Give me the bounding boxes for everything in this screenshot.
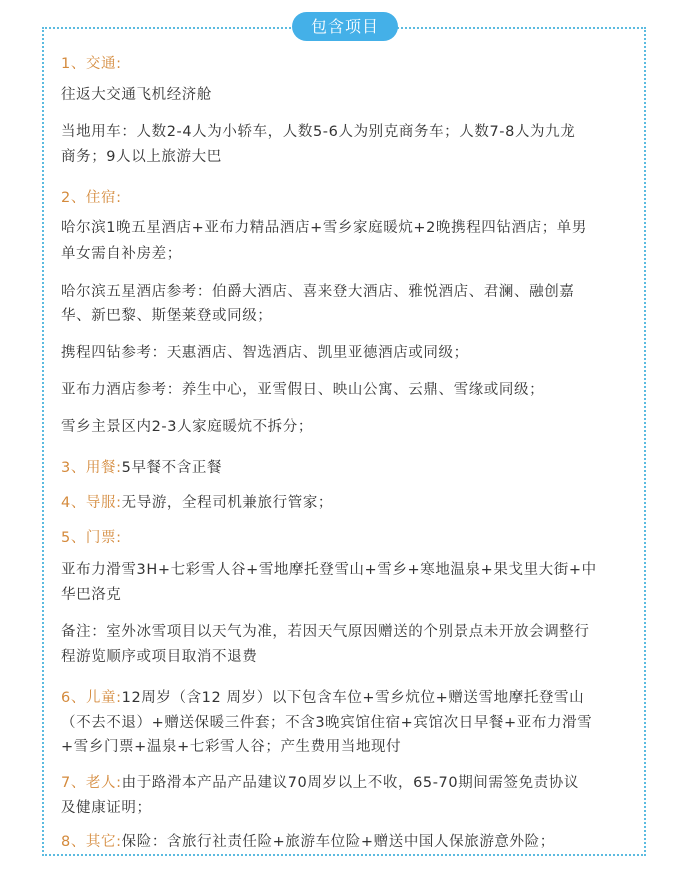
text-line bbox=[61, 583, 631, 608]
text-line bbox=[61, 341, 631, 366]
text-line bbox=[61, 456, 631, 481]
text-line bbox=[61, 304, 631, 329]
text-line bbox=[61, 686, 631, 711]
section-label: 4、导服: bbox=[61, 495, 122, 511]
line-text: （不去不退）+赠送保暖三件套；不含3晚宾馆住宿+宾馆次日早餐+亚布力滑雪 bbox=[61, 715, 593, 731]
line-text: 华巴洛克 bbox=[61, 587, 122, 603]
text-line bbox=[61, 558, 631, 583]
text-line bbox=[61, 145, 631, 170]
line-text: 华、新巴黎、斯堡莱登或同级； bbox=[61, 308, 273, 324]
text-line bbox=[61, 796, 631, 821]
line-text: 携程四钻参考：天惠酒店、智选酒店、凯里亚德酒店或同级； bbox=[61, 345, 469, 361]
line-text: 无导游，全程司机兼旅行管家； bbox=[121, 495, 334, 511]
line-text: 当地用车：人数2-4人为小轿车，人数5-6人为别克商务车；人数7-8人为九龙 bbox=[61, 124, 576, 140]
text-line bbox=[61, 120, 631, 145]
text-line bbox=[61, 83, 631, 108]
line-text: 12周岁（含12 周岁）以下包含车位+雪乡炕位+赠送雪地摩托登雪山 bbox=[121, 690, 585, 706]
text-line bbox=[61, 526, 631, 551]
text-line bbox=[61, 711, 631, 736]
section-badge: 包含项目 bbox=[292, 12, 398, 41]
line-text: 往返大交通飞机经济舱 bbox=[61, 87, 212, 103]
line-text: 备注：室外冰雪项目以天气为准，若因天气原因赠送的个别景点未开放会调整行 bbox=[61, 624, 590, 640]
text-line bbox=[61, 735, 631, 760]
text-line bbox=[61, 645, 631, 670]
text-line bbox=[61, 52, 631, 77]
line-text: 程游览顺序或项目取消不退费 bbox=[61, 649, 258, 665]
line-text: +雪乡门票+温泉+七彩雪人谷；产生费用当地现付 bbox=[61, 739, 402, 755]
section-label: 6、儿童: bbox=[61, 690, 122, 706]
text-line bbox=[61, 771, 631, 796]
section-label: 3、用餐: bbox=[61, 460, 122, 476]
text-line bbox=[61, 491, 631, 516]
line-text: 及健康证明； bbox=[61, 800, 152, 816]
section-label: 1、交通: bbox=[61, 56, 122, 72]
text-line bbox=[61, 186, 631, 211]
text-line bbox=[61, 378, 631, 403]
line-text: 雪乡主景区内2-3人家庭暖炕不拆分； bbox=[61, 419, 313, 435]
text-line bbox=[61, 280, 631, 305]
text-line bbox=[61, 620, 631, 645]
line-text: 由于路滑本产品产品建议70周岁以上不收，65-70期间需签免责协议 bbox=[121, 775, 580, 791]
text-line bbox=[61, 242, 631, 267]
line-text: 商务；9人以上旅游大巴 bbox=[61, 149, 222, 165]
text-line bbox=[61, 216, 631, 241]
line-text: 保险：含旅行社责任险+旅游车位险+赠送中国人保旅游意外险； bbox=[121, 834, 555, 850]
line-text: 亚布力滑雪3H+七彩雪人谷+雪地摩托登雪山+雪乡+寒地温泉+果戈里大街+中 bbox=[61, 562, 597, 578]
section-label: 7、老人: bbox=[61, 775, 122, 791]
section-label: 2、住宿: bbox=[61, 190, 122, 206]
section-label: 8、其它: bbox=[61, 834, 122, 850]
text-line bbox=[61, 415, 631, 440]
line-text: 哈尔滨1晚五星酒店+亚布力精品酒店+雪乡家庭暖炕+2晚携程四钻酒店；单男 bbox=[61, 220, 587, 236]
line-text: 亚布力酒店参考：养生中心，亚雪假日、映山公寓、云鼎、雪缘或同级； bbox=[61, 382, 545, 398]
line-text: 单女需自补房差； bbox=[61, 246, 182, 262]
line-text: 5早餐不含正餐 bbox=[121, 460, 223, 476]
text-line bbox=[61, 830, 631, 855]
section-label: 5、门票: bbox=[61, 530, 122, 546]
line-text: 哈尔滨五星酒店参考：伯爵大酒店、喜来登大酒店、雅悦酒店、君澜、融创嘉 bbox=[61, 284, 575, 300]
